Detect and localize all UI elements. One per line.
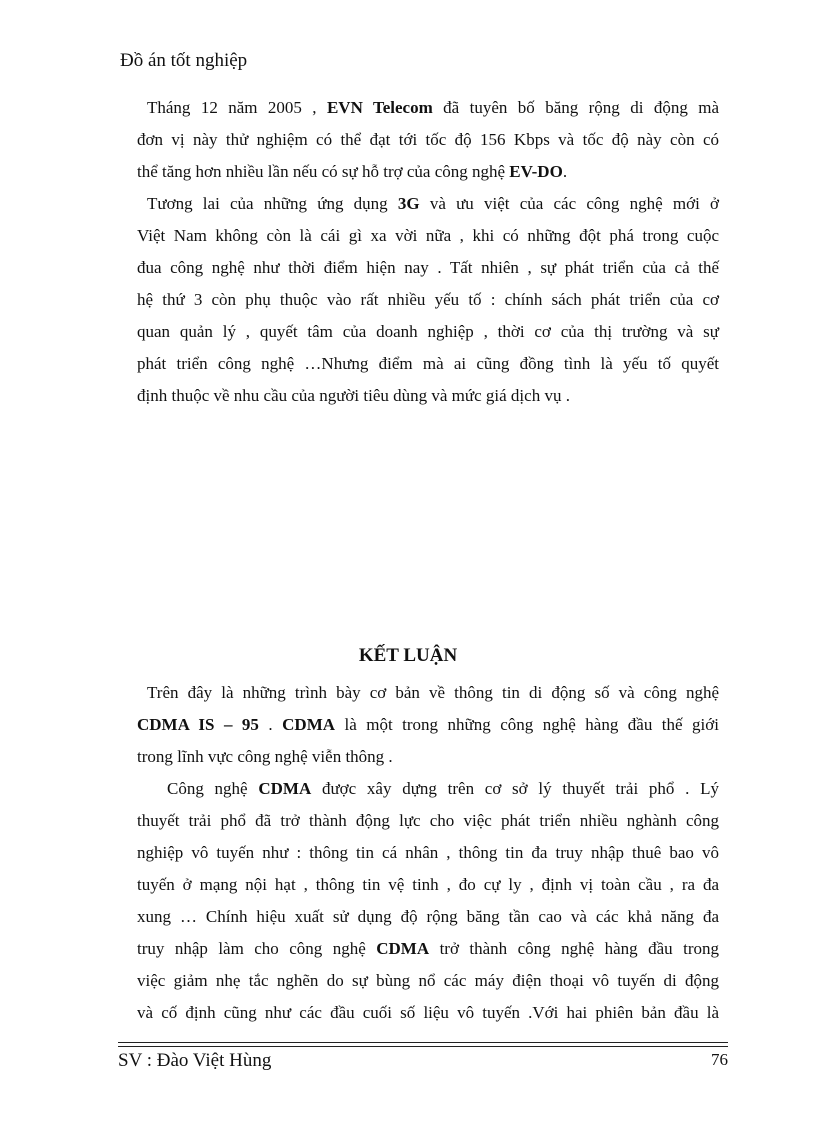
- text-line: xung … Chính hiệu xuất sử dụng độ rộng băng tần cao và các khả năng đa: [137, 907, 719, 926]
- footer-divider-thin: [118, 1046, 728, 1047]
- paragraph-conclusion-intro: [137, 677, 719, 773]
- text-span: Công nghệ: [167, 779, 259, 798]
- text-line: thuyết trải phổ đã trở thành động lực cho việc phát triển nhiều nghành công: [137, 811, 719, 830]
- text-span: .: [258, 715, 283, 734]
- text-line: [137, 773, 719, 805]
- text-span: truy nhập làm cho công nghệ: [137, 939, 377, 958]
- bold-term: CDMA IS – 95: [137, 715, 259, 734]
- text-line: định thuộc về nhu cầu của người tiêu dùng và mức giá dịch vụ .: [137, 386, 570, 405]
- text-line: nghiệp vô tuyến như : thông tin cá nhân , thông tin đa truy nhập thuê bao vô: [137, 843, 719, 862]
- bold-term: EV-DO: [509, 162, 563, 181]
- text-line: [137, 709, 719, 741]
- bold-term: CDMA: [258, 779, 312, 798]
- text-span: Tương lai của những ứng dụng: [147, 194, 398, 213]
- page-header-title: Đồ án tốt nghiệp: [120, 50, 248, 71]
- footer-divider-thick: [118, 1042, 728, 1043]
- text-span: .: [562, 162, 568, 181]
- bold-term: CDMA: [376, 939, 430, 958]
- bold-term: EVN Telecom: [326, 98, 433, 117]
- section-heading-conclusion: [0, 645, 816, 667]
- text-span: và ưu việt của các công nghệ mới ở: [419, 194, 719, 213]
- text-line: Trên đây là những trình bày cơ bản về thông tin di động số và công nghệ: [147, 683, 719, 702]
- text-span: Tháng 12 năm 2005 ,: [147, 98, 327, 117]
- text-span: thể tăng hơn nhiều lần nếu có sự hỗ trợ của công nghệ: [137, 162, 510, 181]
- text-line: Việt Nam không còn là cái gì xa vời nữa , khi có những đột phá trong cuộc: [137, 226, 719, 245]
- text-line: hệ thứ 3 còn phụ thuộc vào rất nhiều yếu tố : chính sách phát triển của cơ: [137, 290, 719, 309]
- footer-author: SV : Đào Việt Hùng: [118, 1050, 272, 1071]
- text-line: phát triển công nghệ …Nhưng điểm mà ai cũng đồng tình là yếu tố quyết: [137, 354, 719, 373]
- text-line: tuyến ở mạng nội hạt , thông tin vệ tinh , đo cự ly , định vị toàn cầu , ra đa: [137, 875, 719, 894]
- text-line: đua công nghệ như thời điểm hiện nay . Tất nhiên , sự phát triển của cả thế: [137, 258, 719, 277]
- text-line: trong lĩnh vực công nghệ viễn thông .: [137, 747, 393, 766]
- text-line: [137, 188, 719, 220]
- text-line: quan quản lý , quyết tâm của doanh nghiệp , thời cơ của thị trường và sự: [137, 322, 719, 341]
- text-line: [137, 933, 719, 965]
- text-line: và cố định cũng như các đầu cuối số liệu vô tuyến .Với hai phiên bản đầu là: [137, 1003, 719, 1022]
- text-line: đơn vị này thử nghiệm có thể đạt tới tốc độ 156 Kbps và tốc độ này còn có: [137, 130, 719, 149]
- text-line: việc giảm nhẹ tắc nghẽn do sự bùng nổ các máy điện thoại vô tuyến di động: [137, 971, 719, 990]
- text-line: [137, 156, 719, 188]
- text-span: trở thành công nghệ hàng đầu trong: [429, 939, 719, 958]
- text-span: là một trong những công nghệ hàng đầu thế giới: [335, 715, 719, 734]
- bold-term: 3G: [397, 194, 420, 213]
- paragraph-evn-telecom: [137, 92, 719, 188]
- paragraph-cdma-technology: [137, 773, 719, 1029]
- heading-text: KẾT LUẬN: [358, 645, 458, 666]
- text-line: [137, 92, 719, 124]
- bold-term: CDMA: [282, 715, 336, 734]
- text-span: được xây dựng trên cơ sở lý thuyết trải phổ . Lý: [311, 779, 719, 798]
- text-span: đã tuyên bố băng rộng di động mà: [432, 98, 720, 117]
- page-number: 76: [711, 1050, 728, 1069]
- paragraph-3g-future: [137, 188, 719, 412]
